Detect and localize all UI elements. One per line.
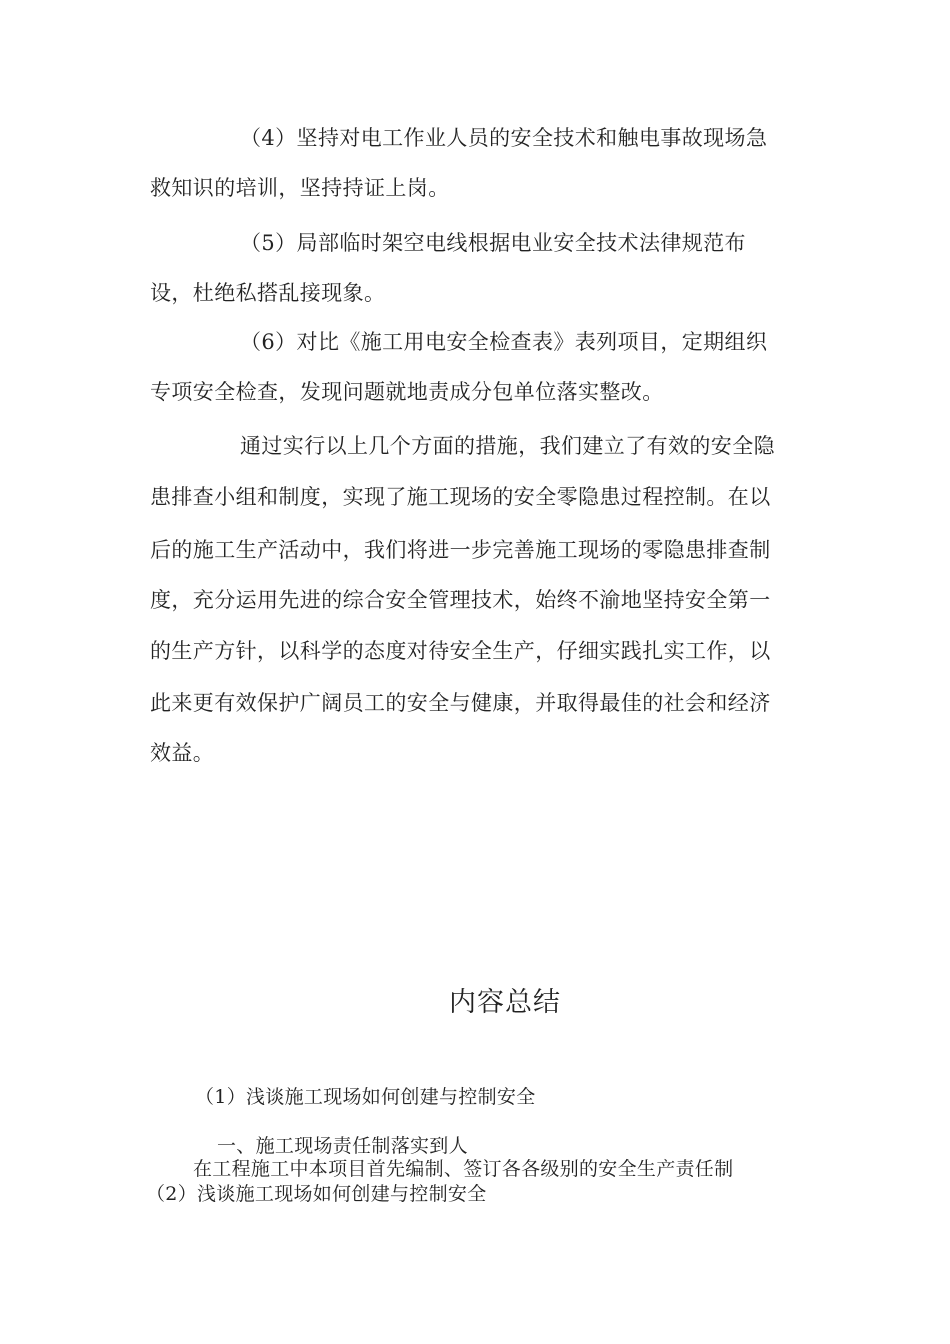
conclusion-line-4: 度，充分运用先进的综合安全管理技术，始终不渝地坚持安全第一 xyxy=(150,588,771,612)
summary-line-3: 在工程施工中本项目首先编制、签订各各级别的安全生产责任制 xyxy=(193,1158,734,1180)
paragraph-5-line-2: 设，杜绝私搭乱接现象。 xyxy=(150,281,386,305)
summary-title: 内容总结 xyxy=(449,987,561,1018)
paragraph-5-line-1: （5）局部临时架空电线根据电业安全技术法律规范布 xyxy=(240,231,746,255)
conclusion-line-2: 患排查小组和制度，实现了施工现场的安全零隐患过程控制。在以 xyxy=(150,485,771,509)
conclusion-line-6: 此来更有效保护广阔员工的安全与健康，并取得最佳的社会和经济 xyxy=(150,691,771,715)
conclusion-line-3: 后的施工生产活动中，我们将进一步完善施工现场的零隐患排查制 xyxy=(150,538,771,562)
conclusion-line-7: 效益。 xyxy=(150,741,215,765)
summary-line-4: （2）浅谈施工现场如何创建与控制安全 xyxy=(146,1183,487,1205)
summary-line-2: 一、施工现场责任制落实到人 xyxy=(217,1135,468,1157)
summary-line-1: （1）浅谈施工现场如何创建与控制安全 xyxy=(195,1086,536,1108)
conclusion-line-1: 通过实行以上几个方面的措施，我们建立了有效的安全隐 xyxy=(240,434,775,458)
conclusion-line-5: 的生产方针，以科学的态度对待安全生产，仔细实践扎实工作，以 xyxy=(150,639,771,663)
paragraph-6-line-2: 专项安全检查，发现问题就地责成分包单位落实整改。 xyxy=(150,380,664,404)
paragraph-4-line-2: 救知识的培训，坚持持证上岗。 xyxy=(150,176,450,200)
paragraph-4-line-1: （4）坚持对电工作业人员的安全技术和触电事故现场急 xyxy=(240,126,768,150)
paragraph-6-line-1: （6）对比《施工用电安全检查表》表列项目，定期组织 xyxy=(240,330,768,354)
